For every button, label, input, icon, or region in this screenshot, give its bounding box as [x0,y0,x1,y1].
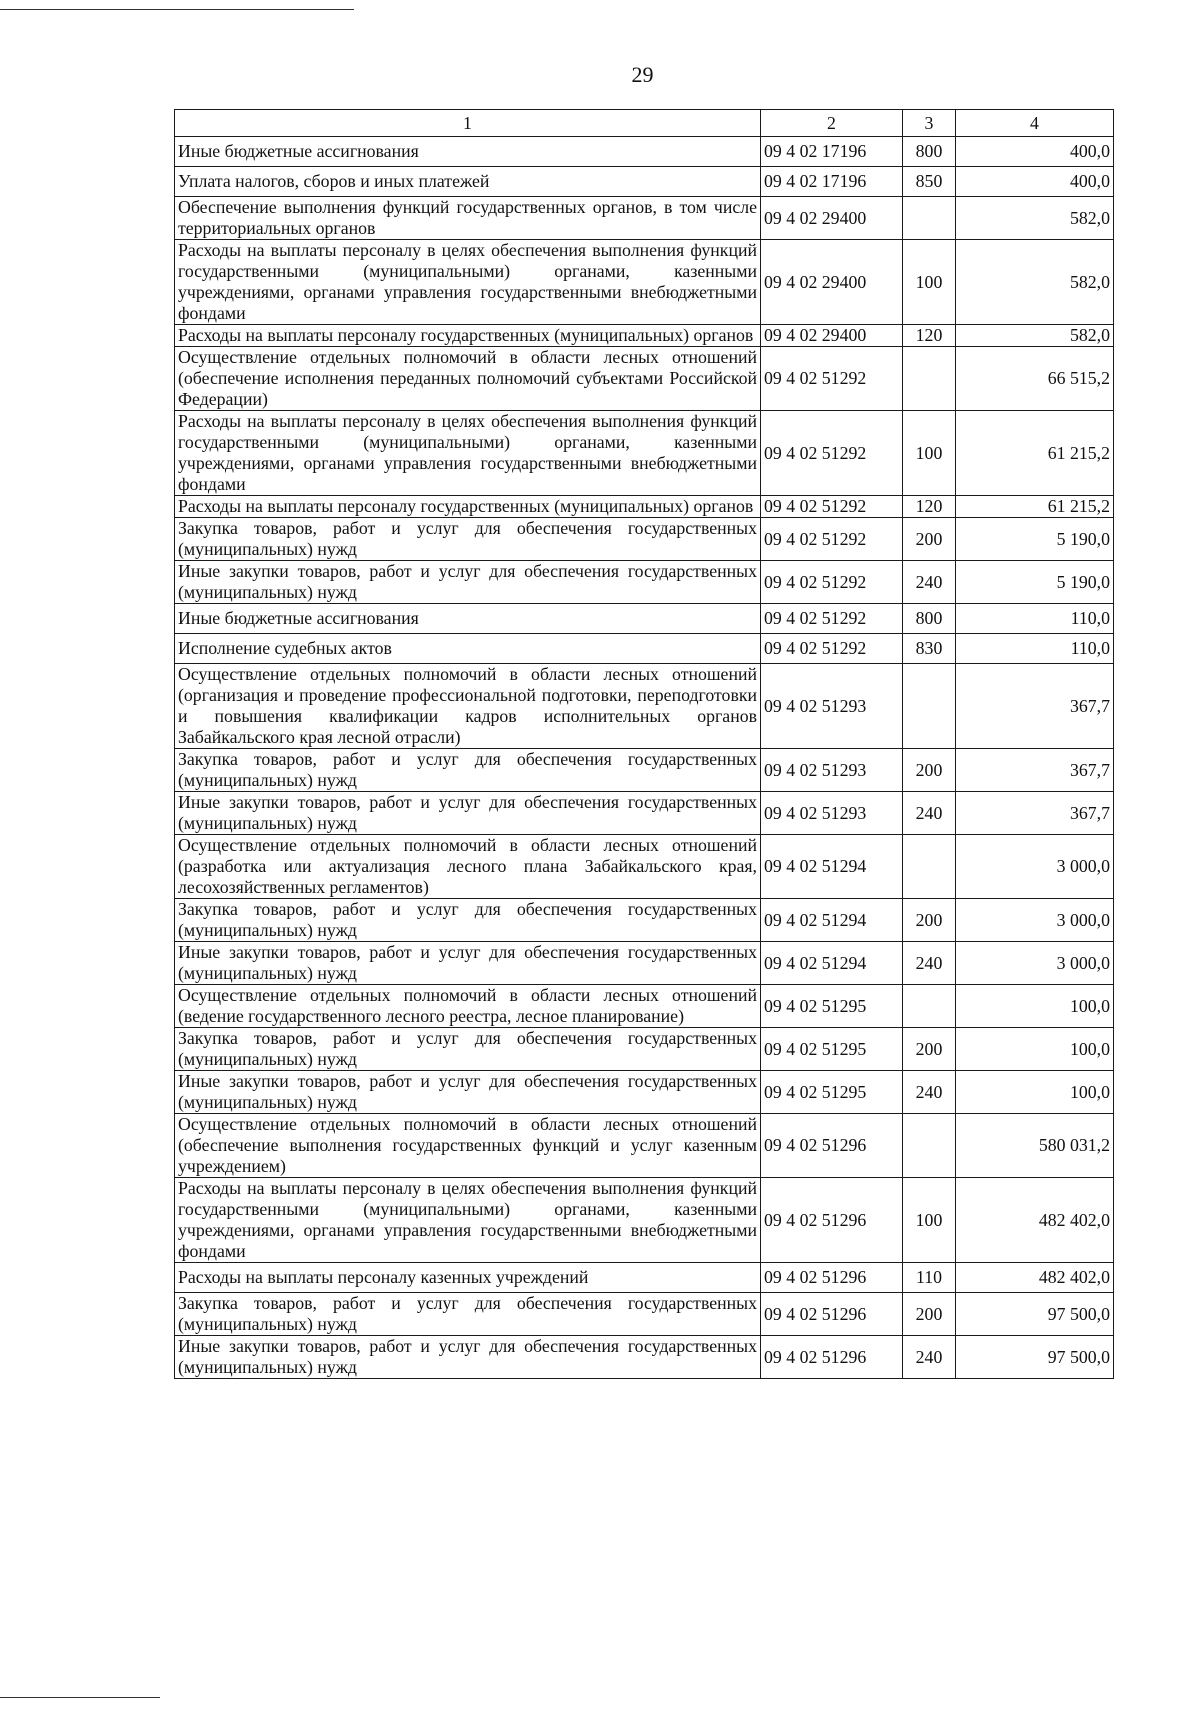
row-kind: 800 [903,604,956,634]
table-row [175,496,1114,518]
row-amount: 400,0 [956,137,1114,167]
header-cell-name: 1 [175,110,761,137]
row-name: Обеспечение выполнения функций государственных органов, в том числе территориальных органов [175,197,761,240]
row-kind: 830 [903,634,956,664]
page-number: 29 [631,62,654,87]
table-row [175,942,1114,985]
row-kind [903,197,956,240]
row-amount: 580 031,2 [956,1114,1114,1178]
row-code: 09 4 02 51292 [761,411,903,496]
row-code: 09 4 02 51292 [761,496,903,518]
table-row [175,1178,1114,1263]
row-name: Расходы на выплаты персоналу казенных учреждений [175,1263,761,1293]
row-kind: 200 [903,1293,956,1336]
row-code: 09 4 02 29400 [761,325,903,347]
row-amount: 97 500,0 [956,1336,1114,1379]
row-kind: 120 [903,496,956,518]
row-kind: 200 [903,899,956,942]
row-amount: 61 215,2 [956,496,1114,518]
row-amount: 5 190,0 [956,561,1114,604]
table-row [175,561,1114,604]
table-row [175,749,1114,792]
row-amount: 97 500,0 [956,1293,1114,1336]
row-amount: 3 000,0 [956,942,1114,985]
row-amount: 582,0 [956,325,1114,347]
row-name: Осуществление отдельных полномочий в области лесных отношений (разработка или актуализация лесного плана Забайкальского края, лесохозяйственных регламентов) [175,835,761,899]
row-kind [903,985,956,1028]
table-row [175,604,1114,634]
row-code: 09 4 02 29400 [761,240,903,325]
row-code: 09 4 02 17196 [761,137,903,167]
row-kind [903,664,956,749]
table-row [175,197,1114,240]
row-amount: 367,7 [956,664,1114,749]
table-row [175,1293,1114,1336]
row-amount: 400,0 [956,167,1114,197]
row-code: 09 4 02 51293 [761,664,903,749]
row-code: 09 4 02 29400 [761,197,903,240]
table-row [175,240,1114,325]
row-name: Исполнение судебных актов [175,634,761,664]
header-cell-amount: 4 [956,110,1114,137]
table-row [175,1071,1114,1114]
row-kind: 240 [903,942,956,985]
row-amount: 582,0 [956,240,1114,325]
header-row [175,110,1114,137]
row-amount: 3 000,0 [956,899,1114,942]
row-code: 09 4 02 51296 [761,1293,903,1336]
row-name: Закупка товаров, работ и услуг для обеспечения государственных (муниципальных) нужд [175,749,761,792]
table-row [175,518,1114,561]
row-name: Иные закупки товаров, работ и услуг для обеспечения государственных (муниципальных) нужд [175,942,761,985]
row-code: 09 4 02 51295 [761,1028,903,1071]
row-name: Закупка товаров, работ и услуг для обеспечения государственных (муниципальных) нужд [175,1028,761,1071]
table-row [175,347,1114,411]
row-kind: 200 [903,518,956,561]
bottom-rule [0,1697,160,1698]
row-code: 09 4 02 17196 [761,167,903,197]
row-amount: 66 515,2 [956,347,1114,411]
row-kind: 850 [903,167,956,197]
row-name: Осуществление отдельных полномочий в области лесных отношений (организация и проведение профессиональной подготовки, переподготовки и повышения квалификации кадров исполнительных органов Забайкальского края лесной отрасли) [175,664,761,749]
budget-table [174,109,1114,1379]
table-row [175,167,1114,197]
row-kind [903,1114,956,1178]
row-amount: 582,0 [956,197,1114,240]
row-kind: 100 [903,411,956,496]
row-code: 09 4 02 51296 [761,1336,903,1379]
row-kind [903,347,956,411]
row-name: Осуществление отдельных полномочий в области лесных отношений (обеспечение исполнения переданных полномочий субъектами Российской Федерации) [175,347,761,411]
table-row [175,985,1114,1028]
row-kind: 240 [903,561,956,604]
table-row [175,411,1114,496]
table-row [175,1263,1114,1293]
row-code: 09 4 02 51292 [761,347,903,411]
row-kind: 240 [903,1071,956,1114]
row-kind: 100 [903,1178,956,1263]
table-row [175,1336,1114,1379]
row-amount: 482 402,0 [956,1263,1114,1293]
row-amount: 100,0 [956,985,1114,1028]
row-code: 09 4 02 51293 [761,792,903,835]
header-cell-code: 2 [761,110,903,137]
row-kind: 100 [903,240,956,325]
table-row [175,1114,1114,1178]
table-row [175,835,1114,899]
row-kind: 800 [903,137,956,167]
row-code: 09 4 02 51296 [761,1114,903,1178]
row-name: Расходы на выплаты персоналу в целях обеспечения выполнения функций государственными (муниципальными) органами, казенными учреждениями, органами управления государственными внебюджетными фондами [175,240,761,325]
row-amount: 3 000,0 [956,835,1114,899]
table-row [175,792,1114,835]
row-name: Расходы на выплаты персоналу в целях обеспечения выполнения функций государственными (муниципальными) органами, казенными учреждениями, органами управления государственными внебюджетными фондами [175,411,761,496]
row-name: Закупка товаров, работ и услуг для обеспечения государственных (муниципальных) нужд [175,1293,761,1336]
row-code: 09 4 02 51292 [761,634,903,664]
table-row [175,634,1114,664]
row-kind: 120 [903,325,956,347]
row-kind [903,835,956,899]
row-name: Закупка товаров, работ и услуг для обеспечения государственных (муниципальных) нужд [175,899,761,942]
table-row [175,899,1114,942]
row-kind: 200 [903,749,956,792]
header-cell-kind: 3 [903,110,956,137]
row-name: Расходы на выплаты персоналу государственных (муниципальных) органов [175,496,761,518]
row-name: Закупка товаров, работ и услуг для обеспечения государственных (муниципальных) нужд [175,518,761,561]
row-amount: 367,7 [956,792,1114,835]
row-name: Иные закупки товаров, работ и услуг для обеспечения государственных (муниципальных) нужд [175,1336,761,1379]
row-amount: 367,7 [956,749,1114,792]
row-code: 09 4 02 51294 [761,942,903,985]
row-name: Уплата налогов, сборов и иных платежей [175,167,761,197]
row-amount: 100,0 [956,1071,1114,1114]
row-code: 09 4 02 51294 [761,835,903,899]
row-name: Расходы на выплаты персоналу в целях обеспечения выполнения функций государственными (муниципальными) органами, казенными учреждениями, органами управления государственными внебюджетными фондами [175,1178,761,1263]
row-name: Иные закупки товаров, работ и услуг для обеспечения государственных (муниципальных) нужд [175,792,761,835]
row-name: Осуществление отдельных полномочий в области лесных отношений (ведение государственного лесного реестра, лесное планирование) [175,985,761,1028]
table-row [175,325,1114,347]
row-name: Иные бюджетные ассигнования [175,137,761,167]
row-code: 09 4 02 51292 [761,561,903,604]
row-code: 09 4 02 51292 [761,604,903,634]
row-code: 09 4 02 51296 [761,1178,903,1263]
row-amount: 5 190,0 [956,518,1114,561]
row-kind: 240 [903,1336,956,1379]
row-code: 09 4 02 51292 [761,518,903,561]
row-code: 09 4 02 51295 [761,1071,903,1114]
row-amount: 110,0 [956,604,1114,634]
row-code: 09 4 02 51294 [761,899,903,942]
row-code: 09 4 02 51296 [761,1263,903,1293]
row-name: Иные бюджетные ассигнования [175,604,761,634]
row-name: Иные закупки товаров, работ и услуг для обеспечения государственных (муниципальных) нужд [175,1071,761,1114]
row-code: 09 4 02 51293 [761,749,903,792]
row-code: 09 4 02 51295 [761,985,903,1028]
row-amount: 110,0 [956,634,1114,664]
top-rule [0,9,354,10]
row-kind: 110 [903,1263,956,1293]
table-row [175,1028,1114,1071]
row-amount: 100,0 [956,1028,1114,1071]
row-name: Расходы на выплаты персоналу государственных (муниципальных) органов [175,325,761,347]
row-amount: 482 402,0 [956,1178,1114,1263]
row-amount: 61 215,2 [956,411,1114,496]
table-row [175,664,1114,749]
row-name: Осуществление отдельных полномочий в области лесных отношений (обеспечение выполнения государственных функций и услуг казенным учреждением) [175,1114,761,1178]
row-kind: 240 [903,792,956,835]
row-kind: 200 [903,1028,956,1071]
table-row [175,137,1114,167]
row-name: Иные закупки товаров, работ и услуг для обеспечения государственных (муниципальных) нужд [175,561,761,604]
